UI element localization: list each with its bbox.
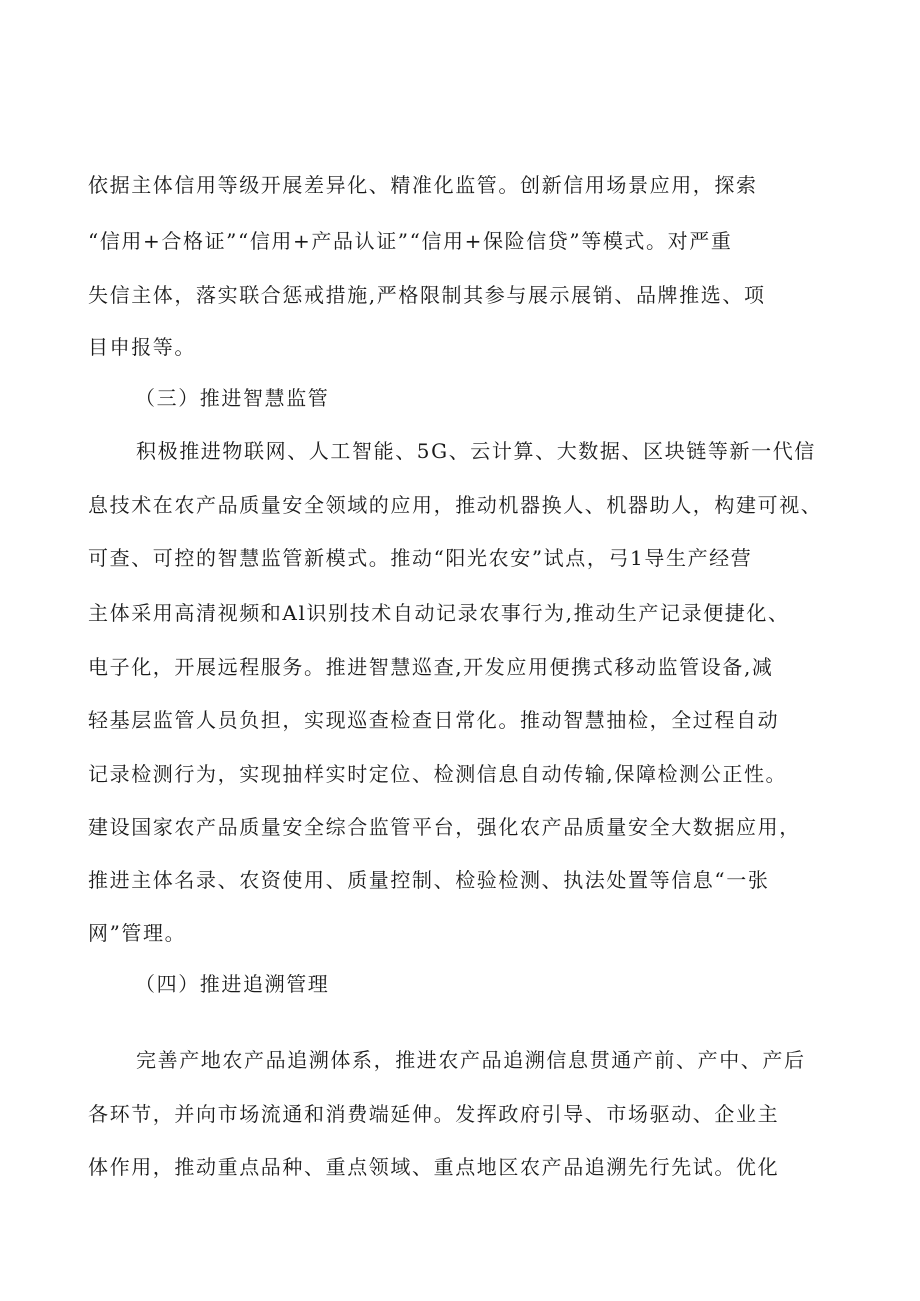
paragraph-2-line-8: 建设国家农产品质量安全综合监管平台，强化农产品质量安全大数据应用，	[88, 815, 801, 839]
paragraph-2-line-4: 主体采用高清视频和Al识别技术自动记录农事行为,推动生产记录便捷化、	[88, 601, 790, 625]
paragraph-1-line-3: 失信主体，落实联合惩戒措施,严格限制其参与展示展销、品牌推选、项	[88, 283, 766, 307]
paragraph-1-line-2: “信用+合格证”“信用+产品认证”“信用+保险信贷”等模式。对严重	[88, 229, 733, 253]
paragraph-2-line-7: 记录检测行为，实现抽样实时定位、检测信息自动传输,保障检测公正性。	[88, 762, 788, 786]
paragraph-2-line-2: 息技术在农产品质量安全领域的应用，推动机器换人、机器助人，构建可视、	[88, 493, 823, 517]
paragraph-1-line-1: 依据主体信用等级开展差异化、精准化监管。创新信用场景应用，探索	[88, 173, 758, 197]
paragraph-2-line-10: 网”管理。	[88, 921, 187, 945]
section-heading-3: （三）推进智慧监管	[135, 386, 330, 410]
paragraph-3-line-3: 体作用，推动重点品种、重点领域、重点地区农产品追溯先行先试。优化	[88, 1155, 780, 1179]
paragraph-2-line-5: 电子化，开展远程服务。推进智慧巡查,开发应用便携式移动监管设备,减	[88, 655, 774, 679]
paragraph-2-line-1: 积极推进物联网、人工智能、5G、云计算、大数据、区块链等新一代信	[136, 439, 816, 463]
paragraph-1-line-4: 目申报等。	[88, 335, 196, 359]
paragraph-2-line-6: 轻基层监管人员负担，实现巡查检查日常化。推动智慧抽检，全过程自动	[88, 708, 780, 732]
paragraph-3-line-1: 完善产地农产品追溯体系，推进农产品追溯信息贯通产前、产中、产后	[136, 1048, 806, 1072]
paragraph-2-line-3: 可查、可控的智慧监管新模式。推动“阳光农安”试点，弓1导生产经营	[88, 546, 753, 570]
section-heading-4: （四）推进追溯管理	[135, 972, 330, 996]
paragraph-3-line-2: 各环节，并向市场流通和消费端延伸。发挥政府引导、市场驱动、企业主	[88, 1102, 780, 1126]
paragraph-2-line-9: 推进主体名录、农资使用、质量控制、检验检测、执法处置等信息“一张	[88, 868, 770, 892]
